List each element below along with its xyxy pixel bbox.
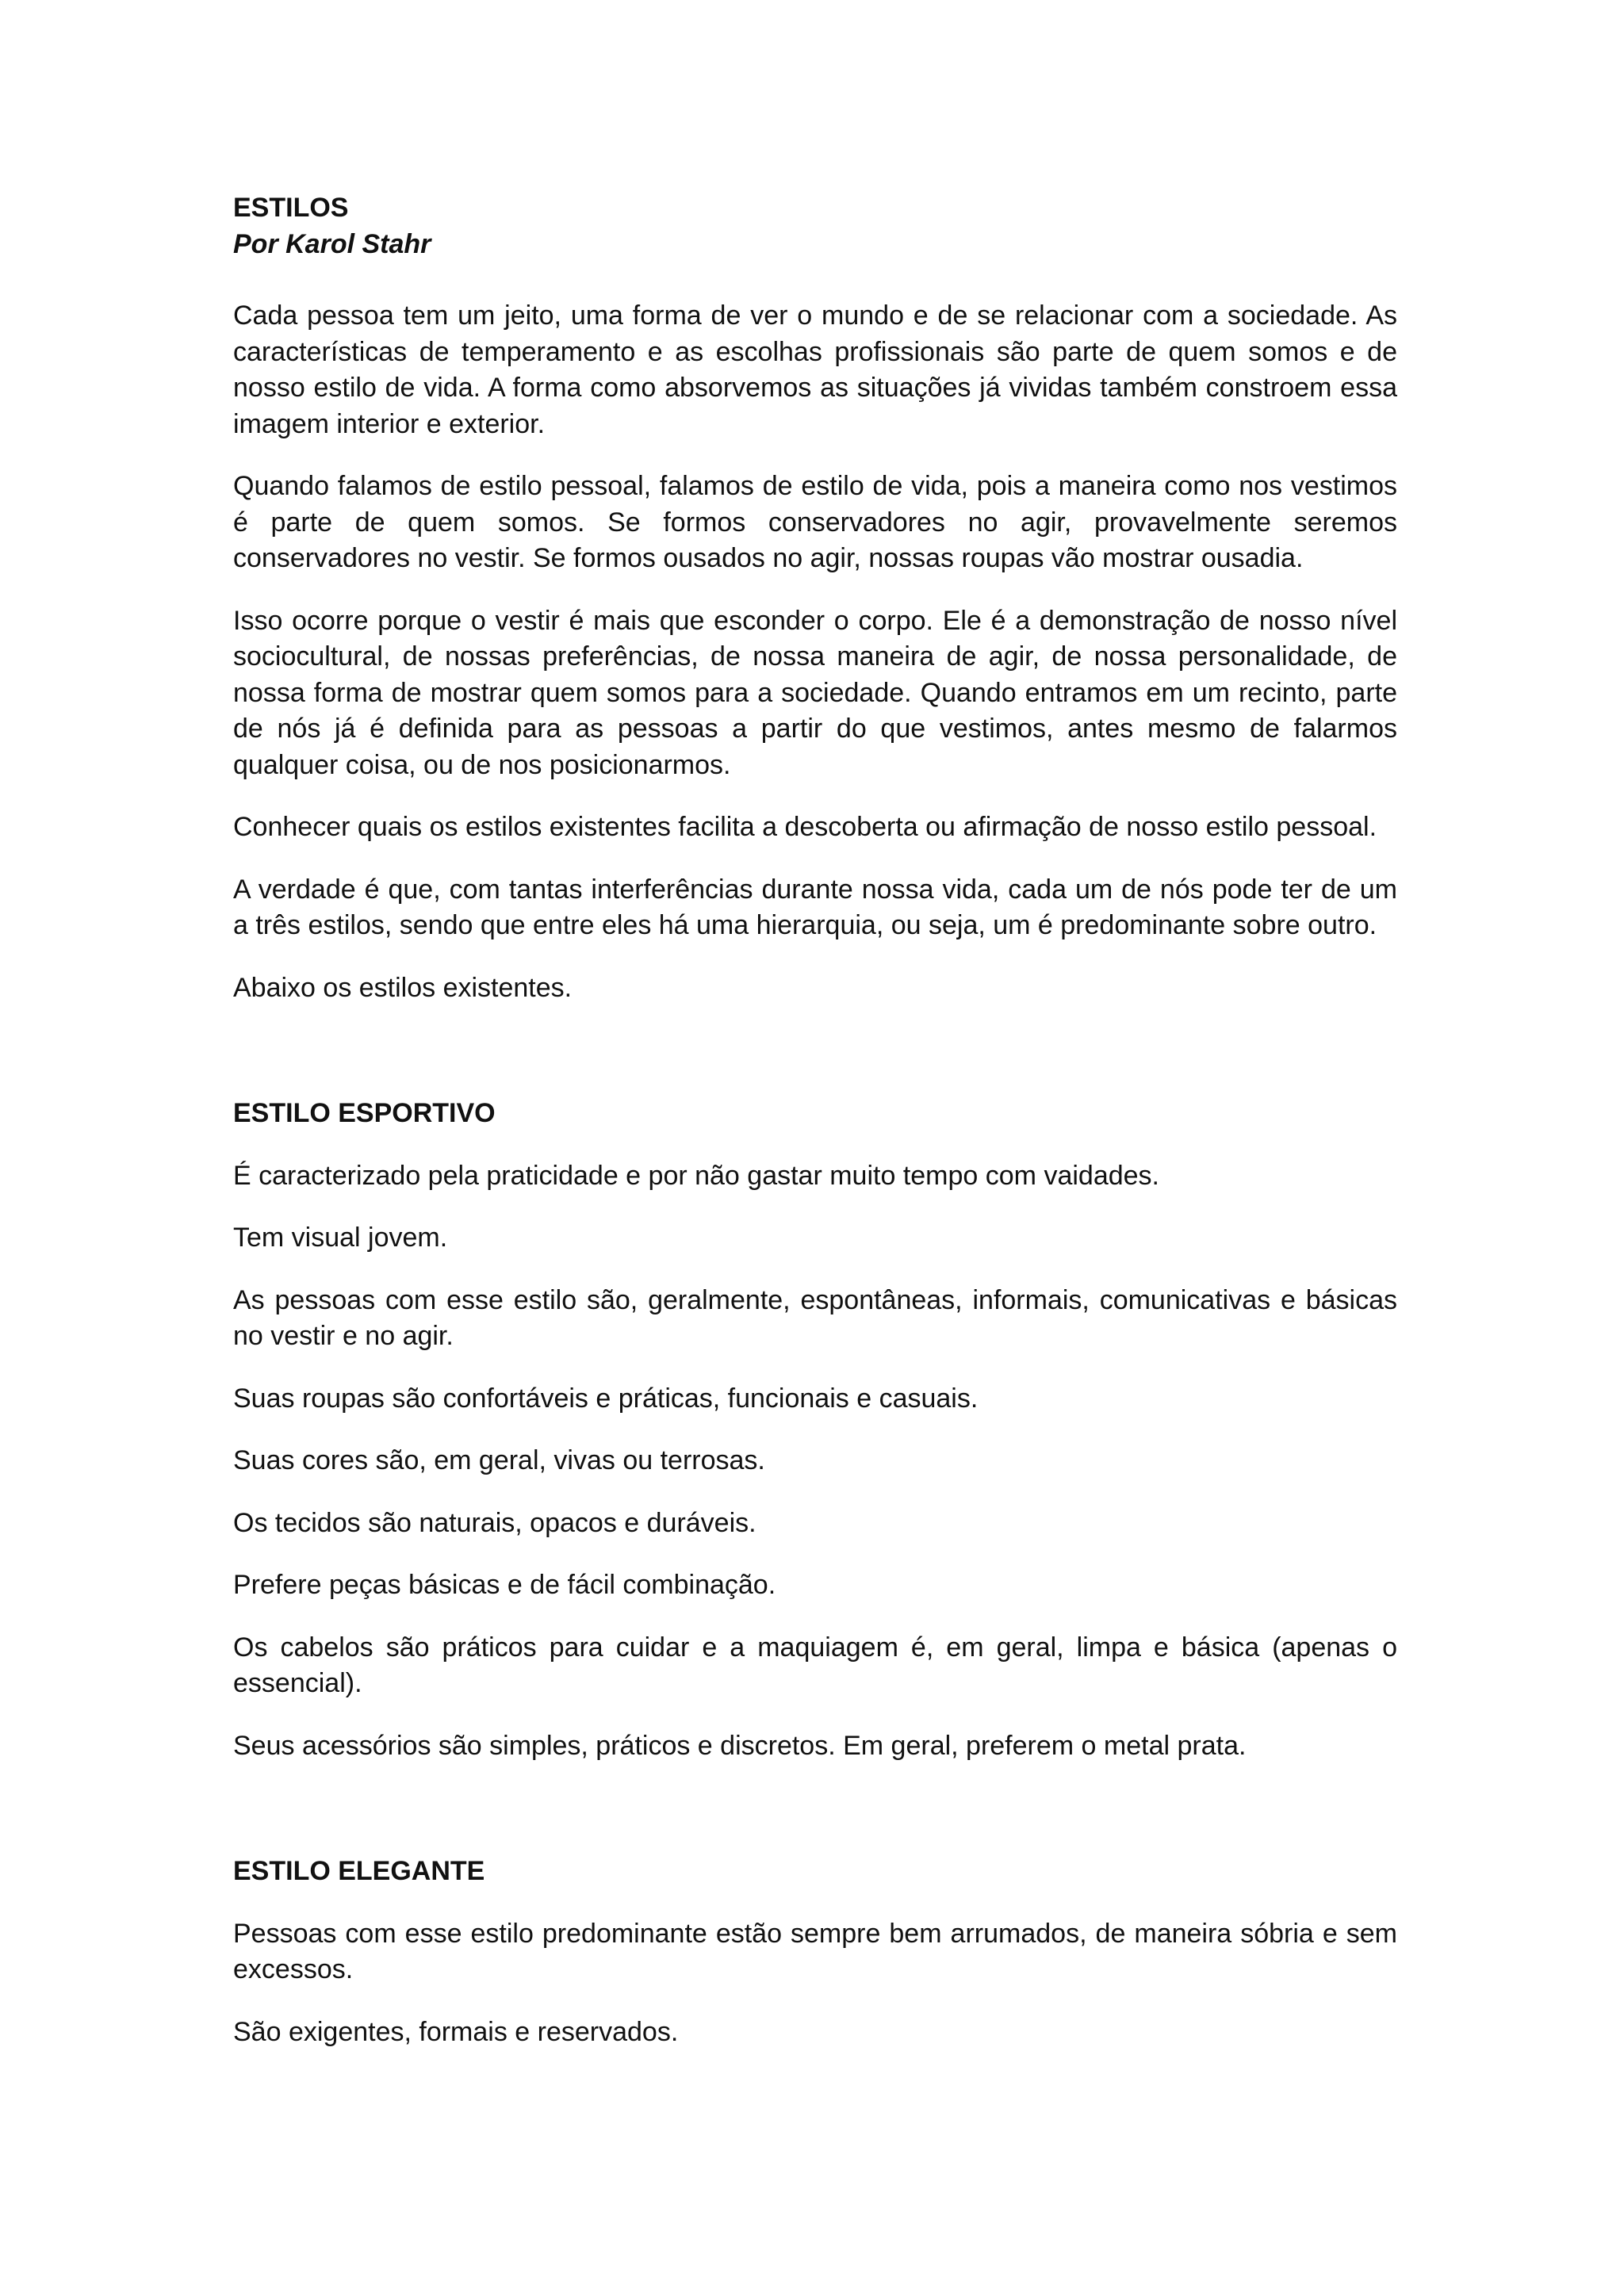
document-author: Por Karol Stahr xyxy=(233,228,431,259)
section-paragraph: Suas cores são, em geral, vivas ou terrosas. xyxy=(233,1445,765,1475)
section-paragraph: Prefere peças básicas e de fácil combinação. xyxy=(233,1570,776,1600)
intro-paragraph: Abaixo os estilos existentes. xyxy=(233,972,573,1003)
intro-paragraph: Isso ocorre porque o vestir é mais que esconder o corpo. Ele é a demonstração de nosso nível sociocultural, de nossas preferências, de nossa maneira de agir, de nossa personalidade, de nossa forma de mostrar quem somos para a sociedade. Quando entramos em um recinto, parte de nós já é definida para as pessoas a partir do que vestimos, antes mesmo de falarmos qualquer coisa, ou de nos posicionarmos. xyxy=(233,605,1397,780)
section-heading-esportivo: ESTILO ESPORTIVO xyxy=(233,1098,496,1128)
intro-paragraph: Quando falamos de estilo pessoal, falamos de estilo de vida, pois a maneira como nos vestimos é parte de quem somos. Se formos conservadores no agir, provavelmente seremos conservadores no vestir. Se formos ousados no agir, nossas roupas vão mostrar ousadia. xyxy=(233,471,1397,573)
section-paragraph: É caracterizado pela praticidade e por não gastar muito tempo com vaidades. xyxy=(233,1160,1159,1191)
document-page xyxy=(233,190,1397,2076)
section-spacer xyxy=(233,1032,1397,1096)
section-paragraph: As pessoas com esse estilo são, geralmente, espontâneas, informais, comunicativas e básicas no vestir e no agir. xyxy=(233,1284,1397,1351)
section-paragraph: Os cabelos são práticos para cuidar e a maquiagem é, em geral, limpa e básica (apenas o essencial). xyxy=(233,1632,1397,1698)
section-spacer xyxy=(233,1790,1397,1854)
section-paragraph: Pessoas com esse estilo predominante estão sempre bem arrumados, de maneira sóbria e sem excessos. xyxy=(233,1918,1397,1984)
intro-paragraph: Conhecer quais os estilos existentes facilita a descoberta ou afirmação de nosso estilo pessoal. xyxy=(233,812,1377,842)
section-paragraph: Seus acessórios são simples, práticos e discretos. Em geral, preferem o metal prata. xyxy=(233,1730,1247,1761)
intro-paragraph: A verdade é que, com tantas interferências durante nossa vida, cada um de nós pode ter de um a três estilos, sendo que entre eles há uma hierarquia, ou seja, um é predominante sobre outro. xyxy=(233,874,1397,940)
section-paragraph: Suas roupas são confortáveis e práticas, funcionais e casuais. xyxy=(233,1383,979,1414)
section-heading-elegante: ESTILO ELEGANTE xyxy=(233,1856,485,1886)
section-paragraph: São exigentes, formais e reservados. xyxy=(233,2016,679,2047)
section-paragraph: Tem visual jovem. xyxy=(233,1223,448,1253)
section-paragraph: Os tecidos são naturais, opacos e duráveis. xyxy=(233,1507,756,1538)
document-title: ESTILOS xyxy=(233,193,349,223)
intro-paragraph: Cada pessoa tem um jeito, uma forma de ver o mundo e de se relacionar com a sociedade. As características de temperamento e as escolhas profissionais são parte de quem somos e de nosso estilo de vida. A forma como absorvemos as situações já vividas também constroem essa imagem interior e exterior. xyxy=(233,300,1397,439)
